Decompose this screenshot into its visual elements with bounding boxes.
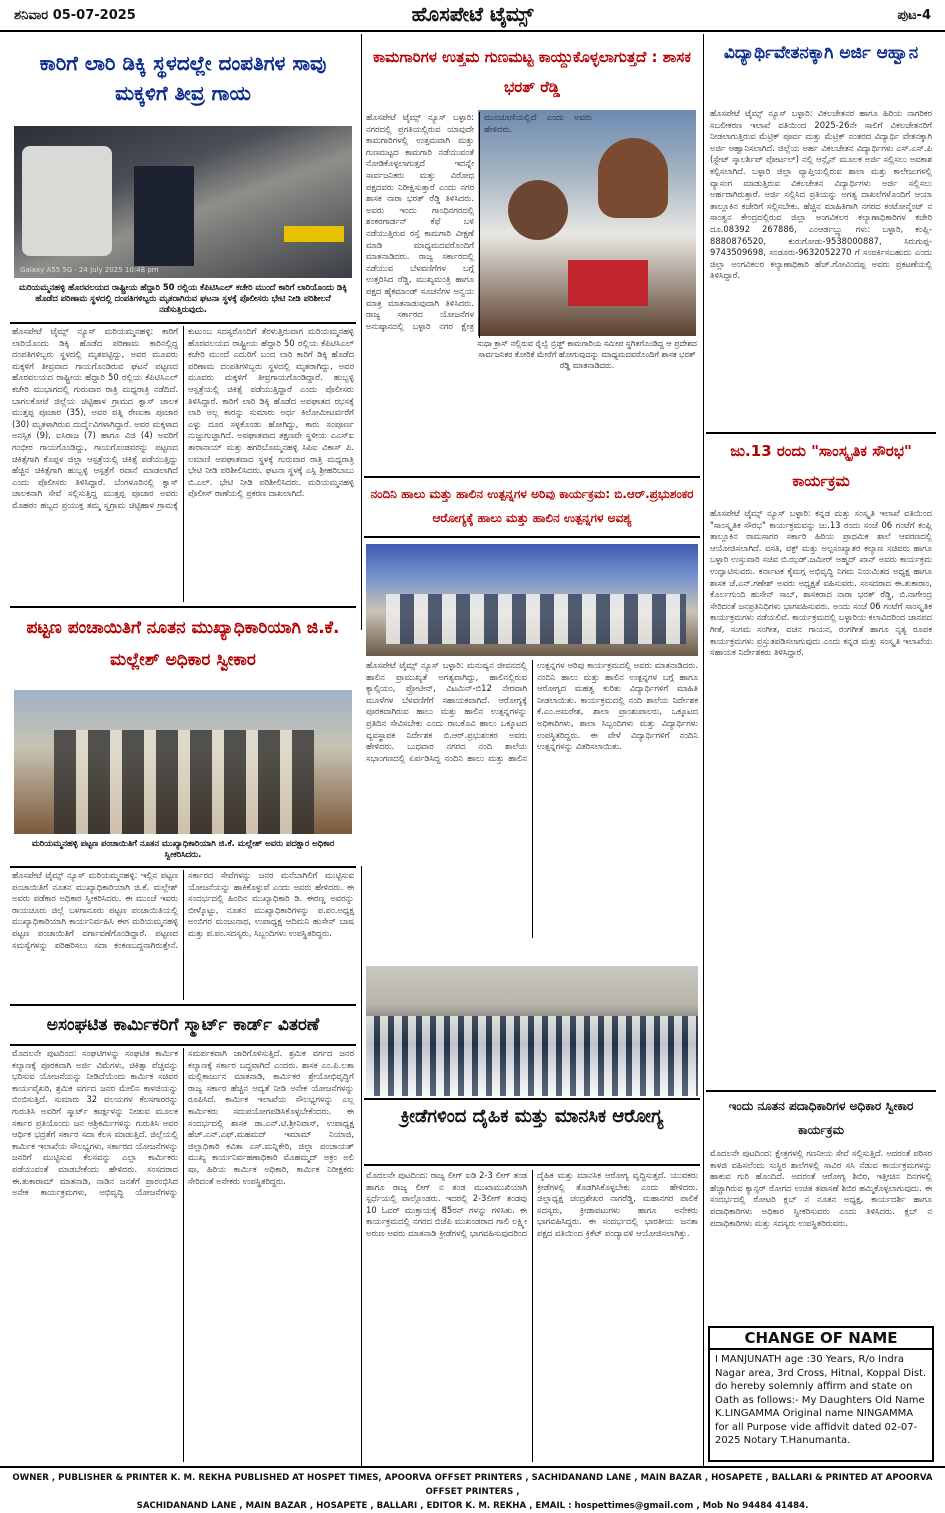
imprint-footer: [0, 1466, 945, 1511]
article-8-body: ಹೊಸಪೇಟೆ ಟೈಮ್ಸ್ ನ್ಯೂಸ್ ಬಳ್ಳಾರಿ: ಕನ್ನಡ ಮತ್ತು ಸಂಸ್ಕೃತಿ ಇಲಾಖೆ ವತಿಯಿಂದ "ಸಾಂಸ್ಕೃತಿಕ ಸೌರಭ" ಕಾರ್ಯಕ್ರಮವನ್ನು ಜು.13 ರಂದು ಸಂಜೆ 06 ಗಂಟೆಗೆ ಕಂಪ್ಲಿ ತಾಲ್ಲೂಕಿನ ರಾಮಸಾಗರ ಸರ್ಕಾರಿ ಹಿರಿಯ ಪ್ರಾಥಮಿಕ ಶಾಲೆ ಆವರಣದಲ್ಲಿ ಆಯೋಜಿಸಲಾಗಿದೆ. ವಸತಿ, ವಕ್ಫ್ ಮತ್ತು ಅಲ್ಪಸಂಖ್ಯಾತರ ಕಲ್ಯಾಣ ಸಚಿವರು ಹಾಗೂ ಬಳ್ಳಾರಿ ಉಸ್ತುವಾರಿ ಸಚಿವ ಬಿ.ಝಡ್.ಜಮೀರ್ ಅಹ್ಮದ್ ಖಾನ್ ಅವರು ಕಾರ್ಯಕ್ರಮ ಉದ್ಘಾಟಿಸುವರು. ಕರ್ನಾಟಕ ಕೈಮಗ್ಗ ಅಭಿವೃದ್ಧಿ ನಿಗಮ ನಿಯಮಿತದ ಅಧ್ಯಕ್ಷ ಹಾಗೂ ಶಾಸಕ ಜೆ.ಎನ್.ಗಣೇಶ್ ಅವರು ಅಧ್ಯಕ್ಷತೆ ವಹಿಸುವರು. ಸಂಸದರಾದ ಈ.ತುಕಾರಾಂ, ಕೊರ್ಲಗುಂದಿ ಹುಸೇನ್ ಸಾಬ್, ಶಾಸಕರಾದ ನಾರಾ ಭರತ್ ರೆಡ್ಡಿ, ಬಿ.ನಾಗೇಂದ್ರ ಸೇರಿದಂತೆ ಜನಪ್ರತಿನಿಧಿಗಳು ಭಾಗವಹಿಸುವರು. ಅಂದು ಸಂಜೆ 06 ಗಂಟೆಗೆ ಸಾಂಸ್ಕೃತಿಕ ಕಾರ್ಯಕ್ರಮಗಳು ನಡೆಯಲಿವೆ. ಕಾರ್ಯಕ್ರಮದಲ್ಲಿ ಬಳ್ಳಾರಿಯ ಕಲಾವಿದರಿಂದ ಜಾನಪದ ಗೀತೆ, ಸುಗಮ ಸಂಗೀತ, ವಚನ ಗಾಯನ, ರಂಗಗೀತೆ ಹಾಗೂ ನೃತ್ಯ ರೂಪಕ ಕಾರ್ಯಕ್ರಮಗಳು ಪ್ರಸ್ತುತಪಡಿಸಲಾಗುವುದು ಎಂದು ಕನ್ನಡ ಮತ್ತು ಸಂಸ್ಕೃತಿ ಇಲಾಖೆಯ ಸಹಾಯಕ ನಿರ್ದೇಶಕರು ತಿಳಿಸಿದ್ದಾರೆ.: [710, 508, 932, 658]
article-4-headline: ಕಾಮಗಾರಿಗಳ ಉತ್ತಮ ಗುಣಮಟ್ಟ ಕಾಯ್ದುಕೊಳ್ಳಲಾಗುತ್ತದೆ : ಶಾಸಕ ಭರತ್ ರೆಡ್ಡಿ: [373, 48, 691, 96]
article-9-body: ಮೊದಲನೇ ಪುಟದಿಂದ: ಕ್ಷೇತ್ರಗಳಲ್ಲಿ ಗಣನೀಯ ಸೇವೆ ಸಲ್ಲಿಸುತ್ತಿದೆ. ಅದರಂತೆ ಪರಿಸರ ಕಾಳಜಿ ವಹಿಸಲೆಂದು ಸುಸ್ಥಿರ ಶಾಲೆಗಳಲ್ಲಿ ಸಾವಿರ ಸಸಿ ನೆಡುವ ಕಾರ್ಯಕ್ರಮಗಳನ್ನು ಹಾಕುವ ಗುರಿ ಹೊಂದಿದೆ. ಅದರಂತೆ ಆರೋಗ್ಯ ಶಿಬಿರ, ಇತ್ತೀಚಿನ ದಿನಗಳಲ್ಲಿ ಹೆಚ್ಚಾಗಿರುವ ಕ್ಯಾನ್ಸರ್ ರೋಗದ ಉಚಿತ ತಪಾಸಣೆ ಶಿಬಿರ ಹಮ್ಮಿಕೊಳ್ಳಲಾಗುವುದು. ಈ ಸಂದರ್ಭದಲ್ಲಿ ರೋಟರಿ ಕ್ಲಬ್ ನ ನೂತನ ಅಧ್ಯಕ್ಷ, ಕಾರ್ಯದರ್ಶಿ ಹಾಗೂ ಪದಾಧಿಕಾರಿಗಳು ಅಧಿಕಾರ ಸ್ವೀಕರಿಸುವರು ಎಂದು ತಿಳಿಸಿದರು. ಕ್ಲಬ್ ನ ಪದಾಧಿಕಾರಿಗಳು ಮತ್ತು ಸದಸ್ಯರು ಉಪಸ್ಥಿತರಿರುವರು.: [710, 1148, 932, 1228]
face-shape: [598, 138, 668, 218]
divider: [10, 606, 356, 608]
article-5-headline-box: [364, 480, 700, 538]
divider: [364, 476, 700, 478]
van-shape: [22, 146, 112, 256]
article-4-body: ಹೊಸಪೇಟೆ ಟೈಮ್ಸ್ ನ್ಯೂಸ್ ಬಳ್ಳಾರಿ: ನಗರದಲ್ಲಿ ಪ್ರಗತಿಯಲ್ಲಿರುವ ಯಾವುದೇ ಕಾಮಗಾರಿಗಳಲ್ಲಿ ಉತ್ತಮವಾಗಿ ಮತ್ತು ಗುಣಮಟ್ಟದ ಕಾಮಗಾರಿ ನಡೆಯುವಂತೆ ನೋಡಿಕೊಳ್ಳಲಾಗುತ್ತದೆ ಇದನ್ನೇ ಸಾರ್ವಜನಿಕರು ಮತ್ತು ವಿರೋಧ ಪಕ್ಷದವರು ನಿರೀಕ್ಷಿಸುತ್ತಾರೆ ಎಂದು ನಗರ ಶಾಸಕ ನಾರಾ ಭರತ್ ರೆಡ್ಡಿ ತಿಳಿಸಿದರು. ಅವರು ಇಂದು ಗಾಂಧಿನಗರದಲ್ಲಿ ಶಂಕರಗಾರ್ಡನ್ ಕೆಫೆ ಬಳಿ ನಡೆಯುತ್ತಿರುವ ರಸ್ತೆ ಕಾಮಗಾರಿ ವೀಕ್ಷಣೆ ಮಾಡಿ ಮಾಧ್ಯಮದವರೊಂದಿಗೆ ಮಾತನಾಡಿದರು. ರಾಜ್ಯ ಸರ್ಕಾರದಲ್ಲಿ ನಡೆಯುವ ಬೆಳವಣಿಗೆಗಳ ಬಗ್ಗೆ ಉತ್ತರಿಸಿದ ರೆಡ್ಡಿ, ಮುಖ್ಯಮಂತ್ರಿ ಹಾಗೂ ಪಕ್ಷದ ಹೈಕಮಾಂಡ್ ಸೂಚನೆಗಳ ಅನ್ವಯ ಮಾತ್ರ ಮಾತನಾಡುವುದಾಗಿ ತಿಳಿಸಿದರು. ರಾಜ್ಯ ಸರ್ಕಾರದ ಯೋಜನೆಗಳ ಅನುಷ್ಠಾನದಲ್ಲಿ ಬಳ್ಳಾರಿ ನಗರ ಕ್ಷೇತ್ರ: [366, 112, 474, 331]
accident-scene-photo: [14, 126, 352, 278]
article-6-headline-box: [364, 1102, 700, 1166]
officials-group-photo: [14, 690, 352, 834]
article-2-body: ಹೊಸಪೇಟೆ ಟೈಮ್ಸ್ ನ್ಯೂಸ್ ಮರಿಯಮ್ಮನಹಳ್ಳಿ: ಇಲ್ಲಿನ ಪಟ್ಟಣ ಪಂಚಾಯಿತಿಗೆ ನೂತನ ಮುಖ್ಯಾಧಿಕಾರಿಯಾಗಿ ಜಿ.ಕೆ. ಮಲ್ಲೇಶ್ ಅವರು ಪಡೆಕಾರ ಅಧಿಕಾರ ಸ್ವೀಕರಿಸಿದರು. ಈ ಮುಂಚೆ ಇವರು ರಾಯಚೂರು ಜಿಲ್ಲೆ ಬಳಗಾನೂರು ಪಟ್ಟಣ ಪಂಚಾಯಿತಿಯಲ್ಲಿ ಮುಖ್ಯಾಧಿಕಾರಿಯಾಗಿ ಕಾರ್ಯನಿರ್ವಹಿಸಿ ಈಗ ಮರಿಯಮ್ಮನಹಳ್ಳಿ ಪಟ್ಟಣ ಪಂಚಾಯಿತಿಗೆ ವರ್ಗಾವಣೆಗೊಂಡಿದ್ದಾರೆ. ಪಟ್ಟಣದ ಸಮಸ್ಯೆಗಳನ್ನು ಪರಿಹರಿಸಲು ಸದಾ ಕಂಕಣಬದ್ದನಾಗಿರುತ್ತೇನೆ. ಸರ್ಕಾರದ ಸೇವೆಗಳನ್ನು ಜನರ ಮನೆಬಾಗಿಲಿಗೆ ಮುಟ್ಟಿಸುವ ಯೋಜನೆಯನ್ನು ಹಾಕಿಕೊಳ್ಳುವೆ ಎಂದು ಅವರು ಹೇಳಿದರು. ಈ ಸಂದರ್ಭದಲ್ಲಿ ಹಿಂದಿನ ಮುಖ್ಯಾಧಿಕಾರಿ ಡಿ. ಈರಣ್ಣ ಅವರನ್ನು ಬೀಳ್ಕೊಟ್ಟು, ನೂತನ ಮುಖ್ಯಾಧಿಕಾರಿಗಳನ್ನು ಪ.ಪಂ.ಅಧ್ಯಕ್ಷ ಅಂಬಿಗರ ಮಂಜುನಾಥ, ಉಪಾಧ್ಯಕ್ಷ ಆದಿಮನಿ ಹುಸೇನ್ ಬಾಷ ಮತ್ತು ಪ.ಪಂ.ಸದಸ್ಯರು, ಸಿಬ್ಬಂದಿಗಳು ಉಪಸ್ಥಿತರಿದ್ದರು.: [12, 870, 354, 950]
photo-timestamp: Galaxy A55 5G · 24 July 2025 10:48 pm: [20, 266, 159, 274]
article-5-headline: ನಂದಿನಿ ಹಾಲು ಮತ್ತು ಹಾಲಿನ ಉತ್ಪನ್ನಗಳ ಅರಿವು ಕಾರ್ಯಕ್ರಮ: ಬಿ.ಆರ್.ಪ್ರಭುಶಂಕರ ಆರೋಗ್ಯಕ್ಕೆ ಹಾಲು ಮತ್ತು ಹಾಲಿನ ಉತ್ಪನ್ನಗಳ ಅವಶ್ಯ: [370, 487, 694, 525]
divider: [10, 322, 356, 324]
change-of-name-notice: [708, 1326, 934, 1462]
divider: [10, 1044, 356, 1046]
article-3-headline-box: [10, 1008, 356, 1044]
article-5-body: ಹೊಸಪೇಟೆ ಟೈಮ್ಸ್ ನ್ಯೂಸ್ ಬಳ್ಳಾರಿ: ಮನುಷ್ಯನ ಜೀವನದಲ್ಲಿ ಹಾಲಿನ ಪ್ರಾಮುಖ್ಯತೆ ಅಗತ್ಯವಾಗಿದ್ದು, ಹಾಲಿನಲ್ಲಿರುವ ಕ್ಯಾಲ್ಸಿಯಂ, ಪ್ರೋಟೀನ್, ವಿಟಮಿನ್-ಬಿ12 ನೇರವಾಗಿ ಮೂಳೆಗಳ ಬೆಳವಣಿಗೆಗೆ ಸಹಾಯಕವಾಗಿದೆ. ಆರೋಗ್ಯಕ್ಕೆ ಪೂರಕವಾಗಿರುವ ಹಾಲು ಮತ್ತು ಹಾಲಿನ ಉತ್ಪನ್ನಗಳನ್ನು ಪ್ರತಿದಿನ ಸೇವಿಸಬೇಕು ಎಂದು ರಾಬಕೊವಿ ಹಾಲು ಒಕ್ಕೂಟದ ವ್ಯವಸ್ಥಾಪಕ ನಿರ್ದೇಶಕ ಬಿ.ಆರ್.ಪ್ರಭುಶಂಕರ ಅವರು ಹೇಳಿದರು. ಬುಧವಾರ ನಗರದ ನಂದಿ ಶಾಲೆಯ ಸಭಾಂಗಣದಲ್ಲಿ ಏರ್ಪಡಿಸಿದ್ದ ನಂದಿನಿ ಹಾಲು ಮತ್ತು ಹಾಲಿನ ಉತ್ಪನ್ನಗಳ ಅರಿವು ಕಾರ್ಯಕ್ರಮದಲ್ಲಿ ಅವರು ಮಾತನಾಡಿದರು. ನಂದಿನಿ ಹಾಲು ಮತ್ತು ಹಾಲಿನ ಉತ್ಪನ್ನಗಳ ಬಗ್ಗೆ ಹಾಗೂ ಆರೋಗ್ಯದ ಮಹತ್ವ ಕುರಿತು ವಿದ್ಯಾರ್ಥಿಗಳಿಗೆ ಮಾಹಿತಿ ನೀಡಲಾಯಿತು. ಕಾರ್ಯಕ್ರಮದಲ್ಲಿ ನಂದಿ ಶಾಲೆಯ ನಿರ್ದೇಶಕ ಕೆ.ಎಂ.ಅಮರೇಶ, ಶಾಲಾ ಪ್ರಾಂಶುಪಾಲರು, ಒಕ್ಕೂಟದ ಅಧಿಕಾರಿಗಳು, ಶಾಲಾ ಸಿಬ್ಬಂದಿಗಳು ಮತ್ತು ವಿದ್ಯಾರ್ಥಿಗಳು ಉಪಸ್ಥಿತರಿದ್ದರು. ಈ ವೇಳೆ ವಿದ್ಯಾರ್ಥಿಗಳಿಗೆ ನಂದಿನಿ ಉತ್ಪನ್ನಗಳನ್ನು ವಿತರಿಸಲಾಯಿತು.: [366, 660, 698, 763]
microphones-shape: [568, 260, 648, 306]
notice-body: I MANJUNATH age :30 Years, R/o Indra Nagar area, 3rd Cross, Hitnal, Koppal Dist. do hereby solemnly affirm and state on Oath as follows:- My Daughters Old Name K.LINGAMMA Original name NINGAMMA for all Purpose vide affidvit dated 02-07-2025 Notary T.Hanumanta.: [715, 1354, 927, 1446]
newspaper-title: ಹೊಸಪೇಟೆ ಟೈಮ್ಸ್: [411, 2, 534, 26]
article-4-headline-box: [366, 38, 698, 108]
divider: [10, 866, 356, 868]
article-1-headline-box: [10, 38, 356, 122]
article-8-headline: ಜು.13 ರಂದು "ಸಾಂಸ್ಕೃತಿಕ ಸೌರಭ" ಕಾರ್ಯಕ್ರಮ: [730, 442, 912, 490]
article-7-body: ಹೊಸಪೇಟೆ ಟೈಮ್ಸ್ ನ್ಯೂಸ್ ಬಳ್ಳಾರಿ: ವಿಕಲಚೇತನರ ಹಾಗೂ ಹಿರಿಯ ನಾಗರಿಕರ ಸಬಲೀಕರಣ ಇಲಾಖೆ ವತಿಯಿಂದ 2025-26ನೇ ಸಾಲಿಗೆ ವಿಕಲಚೇತನರಿಗೆ ನೀಡಲಾಗುತ್ತಿರುವ ಮೆಟ್ರಿಕ್ ಪೂರ್ವ ಮತ್ತು ಮೆಟ್ರಿಕ್ ನಂತರದ ವಿದ್ಯಾರ್ಥಿ ವೇತನಕ್ಕಾಗಿ ಅರ್ಜಿ ಆಹ್ವಾನಿಸಲಾಗಿದೆ. ಜಿಲ್ಲೆಯ ಅರ್ಹ ವಿಕಲಚೇತನ ವಿದ್ಯಾರ್ಥಿಗಳು ಎಸ್.ಎಸ್.ಪಿ (ಸ್ಟೇಟ್ ಸ್ಕಾಲರ್ಶಿಪ್ ಪೋರ್ಟಲ್) ನಲ್ಲಿ ಆನ್ಲೈನ್ ಮೂಲಕ ಅರ್ಜಿ ಸಲ್ಲಿಸಲು ಅವಕಾಶ ಕಲ್ಪಿಸಲಾಗಿದೆ. ಬಳ್ಳಾರಿ ಜಿಲ್ಲಾ ವ್ಯಾಪ್ತಿಯಲ್ಲಿರುವ ಶಾಲಾ ಮತ್ತು ಕಾಲೇಜುಗಳಲ್ಲಿ ವ್ಯಾಸಂಗ ಮಾಡುತ್ತಿರುವ ವಿಕಲಚೇತನ ವಿದ್ಯಾರ್ಥಿಗಳು ಅರ್ಜಿ ಸಲ್ಲಿಸಲು ಅರ್ಹರಾಗಿರುತ್ತಾರೆ. ಅರ್ಜಿ ಸಲ್ಲಿಸಿದ ಪ್ರತಿಯನ್ನು ಅಗತ್ಯ ದಾಖಲೆಗಳೊಂದಿಗೆ ಆಯಾ ತಾಲ್ಲೂಕಿನ ಕಚೇರಿಗೆ ಸಲ್ಲಿಸಬೇಕು. ಹೆಚ್ಚಿನ ಮಾಹಿತಿಗಾಗಿ ನಗರದ ಕಂಟೋನ್ಮೆಂಟ್ ನ ಸಾಂತ್ವನ ಕೇಂದ್ರದಲ್ಲಿರುವ ಜಿಲ್ಲಾ ಅಂಗವಿಕಲರ ಕಲ್ಯಾಣಾಧಿಕಾರಿಗಳ ಕಚೇರಿ ದೂ.08392 267886, ಎಂಆರ್ಡಬ್ಲ್ಯು ಗಳು: ಬಳ್ಳಾರಿ, ಕಂಪ್ಲಿ- 8880876520, ಕುರುಗೋಡು-9538000887, ಸಿರುಗುಪ್ಪ- 9743509698, ಸಂಡೂರು-9632052270 ಗೆ ಸಂಪರ್ಕಿಸಬಹುದು ಎಂದು ಜಿಲ್ಲಾ ಅಂಗವಿಕಲರ ಕಲ್ಯಾಣಾಧಿಕಾರಿ ಹೆಚ್.ಗೋವಿಂದಪ್ಪ ಅವರು ಪ್ರಕಟಣೆಯಲ್ಲಿ ತಿಳಿಸಿದ್ದಾರೆ.: [710, 108, 932, 281]
article-6-body: ಮೊದಲನೇ ಪುಟದಿಂದ: ರಾಜ್ಯ ಲೀಗ್ ಐಡಿ 2-3 ಲೀಗ್ ತಂಡ ಹಾಗೂ ರಾಜ್ಯ ಲೀಗ್ ನ ತಂಡ ಮುಖಾಮುಖಿಯಾಗಿ ಸ್ಪರ್ಧೆಯಲ್ಲಿ ಪಾಲ್ಗೊಂಡರು. ಇದರಲ್ಲಿ 2-3ಲೀಗ್ ತಂಡವು 10 ಓವರ್ ಮುಕ್ತಾಯಕ್ಕೆ 85ರನ್ ಗಳನ್ನು ಗಳಿಸಿತು. ಈ ಕಾರ್ಯಕ್ರಮದಲ್ಲಿ ನಗರದ ಬಿಜೆಪಿ ಮುಖಂಡರಾದ ಗಾಲಿ ಲಕ್ಷ್ಮೀ ಅರುಣ ಅವರು ಮಾತನಾಡಿ ಕ್ರೀಡೆಗಳಲ್ಲಿ ಭಾಗವಹಿಸುವುದರಿಂದ ದೈಹಿಕ ಮತ್ತು ಮಾನಸಿಕ ಆರೋಗ್ಯ ವೃದ್ಧಿಸುತ್ತದೆ. ಯುವಕರು ಕ್ರೀಡೆಗಳಲ್ಲಿ ತೊಡಗಿಸಿಕೊಳ್ಳಬೇಕು ಎಂದು ಹೇಳಿದರು. ಜಿಲ್ಲಾಧ್ಯಕ್ಷ ಚಂದ್ರಶೇಖರ ನಾಗರೆಡ್ಡಿ, ಮಹಾನಗರ ಪಾಲಿಕೆ ಸದಸ್ಯರು, ಕ್ರೀಡಾಪಟುಗಳು ಹಾಗೂ ಅನೇಕರು ಭಾಗವಹಿಸಿದ್ದರು. ಈ ಸಂದರ್ಭದಲ್ಲಿ ಭಾರತೀಯ ಜನತಾ ಪಕ್ಷದ ವತಿಯಿಂದ ಕ್ರಿಕೆಟ್ ಪಂದ್ಯಾವಳಿ ಆಯೋಜಿಸಲಾಗಿತ್ತು.: [366, 1170, 698, 1238]
milk-awareness-event-photo: [366, 544, 698, 656]
masthead: [0, 0, 945, 32]
mla-media-photo: [478, 110, 696, 336]
article-3-headline: ಅಸಂಘಟಿತ ಕಾರ್ಮಿಕರಿಗೆ ಸ್ಮಾರ್ಟ್ ಕಾರ್ಡ್ ವಿತರಣೆ: [46, 1015, 320, 1035]
people-row-shape: [54, 730, 314, 834]
face-shape: [508, 180, 568, 240]
article-7-headline: ವಿದ್ಯಾರ್ಥಿವೇತನಕ್ಕಾಗಿ ಅರ್ಜಿ ಆಹ್ವಾನ: [723, 43, 919, 63]
number-plate-shape: [284, 226, 344, 242]
article-4-caption: ಸುಧಾ ಕ್ರಾಸ್ ನಲ್ಲಿರುವ ರೈಲ್ವೆ ಬ್ರಿಡ್ಜ್ ಕಾಮಗಾರಿಯ ಸಮೀಪ ಸ್ಥಗಿತಗೊಂಡಿದ್ದ ಆ ಪ್ರದೇಶದ ಸಾರ್ವಜನಿಕರ ಕೋರಿಕೆ ಮೇರೆಗೆ ಹೋಗುವುದನ್ನು ಮಾಧ್ಯಮದವರೊಂದಿಗೆ ಶಾಸಕ ಭರತ್ ರೆಡ್ಡಿ ಮಾತನಾಡಿದರು.: [477, 339, 697, 370]
dignitaries-row-shape: [386, 594, 686, 644]
article-8-headline-box: [708, 436, 934, 504]
students-rows-shape: [366, 1016, 698, 1096]
police-figures-shape: [134, 166, 194, 266]
article-7-headline-box: [708, 38, 934, 106]
divider: [706, 1090, 936, 1092]
article-3-body: ಮೊದಲನೇ ಪುಟದಿಂದ: ಸಂಘಟಿಗಳನ್ನು ಸಂಘಟಿತ ಕಾರ್ಮಿಕ ಕಲ್ಯಾಣಕ್ಕೆ ಪೂರಕವಾಗಿ ಅರ್ಜಿ ವಿಮೆಗಳು, ಚಿಕಿತ್ಸಾ ವೆಚ್ಚವನ್ನು ಭರಿಸುವ ಯೋಜನೆಯನ್ನು ನೀಡಿದೆಯೆಂದು ಕಾರ್ಮಿಕ ಸಚಿವರ ಕಾರ್ಯವೈಖರಿ, ಶ್ರಮಿಕ ವರ್ಗದ ಜನರ ಮೇಲಿನ ಕಾಳಜಿಯನ್ನು ಬಿಂಬಿಸುತ್ತಿದೆ. ಸುಮಾರು 32 ವಲಯಗಳ ಕೆಲಸಗಾರರನ್ನು ಗುರುತಿಸಿ ಅವರಿಗೆ ಸ್ಮಾರ್ಟ್ ಕಾರ್ಡ್ಗಳನ್ನು ನೀಡುವ ಮೂಲಕ ಸರ್ಕಾರ ಪ್ರತಿಯೊಂದು ಜನ ಆಶ್ರಿಕರ್ಮಿಗಳನ್ನು ಗುರುತಿಸಿ ಅವರ ಆರ್ಥಿಕ ಭದ್ರತೆಗೆ ಸರ್ಕಾರ ಸದಾ ಕೆಲಸ ಮಾಡುತ್ತಿದೆ. ಜಿಲ್ಲೆಯಲ್ಲಿ ಕಾರ್ಮಿಕ ಇಲಾಖೆಯ ಸೌಲಭ್ಯಗಳು, ಸರ್ಕಾರದ ಯೋಜನೆಗಳನ್ನು ಜನರಿಗೆ ಮುಟ್ಟಿಸುವ ಕೆಲಸವನ್ನು ಎಲ್ಲಾ ಕಾರ್ಮಿಕರು ಪಡೆಯುವಂತೆ ಮಾಡಬೇಕೆಂದು ಹೇಳಿದರು. ಸಂಸದರಾದ ಈ.ತುಕಾರಾಮ್ ಮಾತನಾಡಿ, ನಾಡಿನ ಜನತೆಗೆ ಪ್ರಾರಂಭಿಸಿದ ಅನೇಕ ಕಾರ್ಯಕ್ರಮಗಳು, ಅಭಿವೃದ್ಧಿ ಯೋಜನೆಗಳನ್ನು ಸಮರ್ಪಕವಾಗಿ ಜಾರಿಗೊಳಿಸುತ್ತಿದೆ. ಶ್ರಮಿಕ ವರ್ಗದ ಜನರ ಕಲ್ಯಾಣಕ್ಕೆ ಸರ್ಕಾರ ಬದ್ಧವಾಗಿದೆ ಎಂದರು. ಶಾಸಕ ಎಂ.ಪಿ.ಲತಾ ಮಲ್ಲಿಕಾರ್ಜುನ ಮಾತನಾಡಿ, ಕಾರ್ಮಿಕರ ಶ್ರೇಯೋಭಿವೃದ್ಧಿಗೆ ರಾಜ್ಯ ಸರ್ಕಾರ ಹೆಚ್ಚಿನ ಆದ್ಯತೆ ನೀಡಿ ಅನೇಕ ಯೋಜನೆಗಳನ್ನು ರೂಪಿಸಿದೆ. ಕಾರ್ಮಿಕ ಇಲಾಖೆಯ ಸೌಲಭ್ಯಗಳನ್ನು ಎಲ್ಲ ಕಾರ್ಮಿಕರು ಸದುಪಯೋಗಪಡಿಸಿಕೊಳ್ಳಬೇಕೆಂದರು. ಈ ಸಂದರ್ಭದಲ್ಲಿ ಶಾಸಕ ಡಾ.ಎನ್.ಟಿ.ಶ್ರೀನಿವಾಸ್, ಉಪಾಧ್ಯಕ್ಷ ಹೆಚ್.ಎನ್.ಎಫ್.ಮಹಮದ್ ಇಮಾಮ್ ನಿಯಾಜಿ, ಜಿಲ್ಲಾಧಿಕಾರಿ ಕವಿತಾ ಎಸ್.ಮನ್ನಿಕೇರಿ, ಜಿಲ್ಲಾ ಪಂಚಾಯತ್ ಮುಖ್ಯ ಕಾರ್ಯನಿರ್ವಹಣಾಧಿಕಾರಿ ಮೊಹಮ್ಮದ್ ಅಕ್ರಂ ಅಲಿ ಷಾ, ಹಿರಿಯ ಕಾರ್ಮಿಕ ಅಧಿಕಾರಿ, ಕಾರ್ಮಿಕ ನಿರೀಕ್ಷಕರು ಸೇರಿದಂತೆ ಅನೇಕರು ಉಪಸ್ಥಿತರಿದ್ದರು.: [12, 1048, 354, 1198]
article-9-headline-box: [708, 1094, 934, 1144]
divider: [706, 432, 936, 434]
column-rule: [361, 866, 362, 1466]
page-number: ಪುಟ-4: [897, 8, 931, 23]
article-1-body: ಹೊಸಪೇಟೆ ಟೈಮ್ಸ್ ನ್ಯೂಸ್ ಮರಿಯಮ್ಮನಹಳ್ಳಿ: ಕಾರಿಗೆ ಲಾರಿಯೊಂದು ಡಿಕ್ಕಿ ಹೊಡೆದ ಪರಿಣಾಮ ಕಾರಿನಲ್ಲಿದ್ದ ದಂಪತಿಗಳಿಬ್ಬರು ಸ್ಥಳದಲ್ಲಿ ಮೃತಪಟ್ಟಿದ್ದು, ಅವರ ಮೂವರು ಮಕ್ಕಳಿಗೆ ತೀವ್ರವಾದ ಗಾಯಗೊಂಡಿರುವ ಘಟನೆ ಪಟ್ಟಣದ ಹೊರವಲಯದ ರಾಷ್ಟ್ರೀಯ ಹೆದ್ದಾರಿ 50 ರಲ್ಲಿಯ ಕೆಪಿಟಿಸಿಎಲ್ ಕಚೇರಿ ಮುಭಾಗದಲ್ಲಿ ಗುರುವಾರ ರಾತ್ರಿ ಮಧ್ಯರಾತ್ರಿ ನಡೆದಿದೆ. ಬಾಗಲಕೋಟೆ ಜಿಲ್ಲೆಯ ಚಿಟ್ಟಿಹಾಳ ಗ್ರಾಮದ ಕ್ವಾಸ್ ಚಾಲಕ ಮುತ್ತಪ್ಪ ಪೂಜಾರ (35), ಅವರ ಪತ್ನಿ ರೇಣುಕಾ ಪೂಜಾರ (30) ಮೃತಳಾಗಿರುವ ದುರ್ದೈವಿಗಳಾಗಿದ್ದಾರೆ. ಅವರ ಮಕ್ಕಳಾದ ಅನಸ್ಸಿಕ (9), ಐಸಿರಾಜ (7) ಹಾಗೂ ವಿಜಿ (4) ಅವರಿಗೆ ಗಂಭೀರ ಗಾಯಗೊಂಡಿದ್ದು, ಗಾಯಗೊಂಡವರನ್ನು ಪಟ್ಟಣದ ಚಿಕಿತ್ಸೆಗಾಗಿ ಕೊಪ್ಪಳ ಜಿಲ್ಲಾ ಆಸ್ಪತ್ರೆಯಲ್ಲಿ ಚಿಕಿತ್ಸೆ ಪಡೆಯುತ್ತಿದ್ದು ಹೆಚ್ಚಿನ ಚಿಕಿತ್ಸೆಗಾಗಿ ಹುಬ್ಬಳ್ಳಿ ಆಸ್ಪತ್ರೆಗೆ ರವಾನೆ ಮಾಡಲಾಗಿದೆ ಎಂದು ಪೊಲೀಸರು ತಿಳಿಸಿದ್ದಾರೆ. ಬೆಂಗಳೂರಿನಲ್ಲಿ ಕ್ವಾಸ್ ಚಾಲಕನಾಗಿ ಸೇವೆ ಸಲ್ಲಿಸುತ್ತಿದ್ದ ಮುತ್ತಪ್ಪ ಪೂಜಾರ ಅವರು ಮೊಹರಂ ಹಬ್ಬದ ಪ್ರಯುಕ್ತ ತಮ್ಮ ಸ್ವಗ್ರಾಮ ಚಿಟ್ಟಿಹಾಳ ಗ್ರಾಮಕ್ಕೆ ಕುಟುಂಬ ಸದಸ್ಯರೊಂದಿಗೆ ತೆರಳುತ್ತಿರುವಾಗ ಮರಿಯಮ್ಮನಹಳ್ಳಿ ಹೊರವಲಯದ ರಾಷ್ಟ್ರೀಯ ಹೆದ್ದಾರಿ 50 ರಲ್ಲಿಯ ಕೆಪಿಟಿಸಿಎಲ್ ಕಚೇರಿ ಮುಂದೆ ಎದುರಿಗೆ ಬಂದ ಲಾರಿ ಕಾರಿಗೆ ಡಿಕ್ಕಿ ಹೊಡೆದ ಪರಿಣಾಮ ದಂಪತಿಗಳಿಬ್ಬರು ಸ್ಥಳದಲ್ಲಿ ಮೃತರಾಗಿದ್ದು, ಅವರ ಮೂವರು ಮಕ್ಕಳಿಗೆ ತೀವ್ರಗಾಯಗೊಂಡಿದ್ದಾರೆ. ಹುಬ್ಬಳ್ಳಿ ಆಸ್ಪತ್ರೆಯಲ್ಲಿ ಚಿಕಿತ್ಸೆ ಪಡೆಯುತ್ತಿದ್ದಾರೆ ಎಂದು ಪೊಲೀಸರು ತಿಳಿಸಿದ್ದಾರೆ. ಕಾರಿಗೆ ಲಾರಿ ಡಿಕ್ಕಿ ಹೊಡೆದ ಅಪಘಾತದ ರಭಸಕ್ಕೆ ಲಾರಿ ಅಲ್ಲ ಕಾರನ್ನು ಸುಮಾರು ಅರ್ಧ ಕಿಲೋಮೀಟರ್ವರೆಗೆ ಎಳ್ಳು ದೂರ ಸಳ್ಳಕೊಂಡು ಹೋಗಿದ್ದು, ಕಾರು ಸಂಪೂರ್ಣ ನುಜ್ಜುಗುಜ್ಜಾಗಿದೆ. ಅಪಘಾತವಾದ ತಕ್ಷಣವೇ ಸ್ಥಳೀಯ ಎಎಸ್ಐ ತಾರಾನಾಯ್ ಮತ್ತು ಹಗರಿಬೊಮ್ಮನಹಳ್ಳಿ ಸಿಪಿಐ ವಿಕಾಸ್ ಪಿ. ಲಮಾಣಿ ಅಪಘಾತವಾದ ಸ್ಥಳಕ್ಕೆ ಗುರುವಾರ ರಾತ್ರಿ ಮಧ್ಯರಾತ್ರಿ ಭೇಟಿ ನೀಡಿ ಪರಿಶೀಲಿಸಿದರು. ಘಟನಾ ಸ್ಥಳಕ್ಕೆ ಎಸ್ಪಿ ಶ್ರೀಹರಿಬಾಬು ಬಿ.ಎಲ್. ಭೇಟಿ ನೀಡಿ ಪರಿಶೀಲಿಸಿದರು. ಮರಿಯಮ್ಮನಹಳ್ಳಿ ಪೊಲೀಸ್ ಠಾಣೆಯಲ್ಲಿ ಪ್ರಕರಣ ದಾಖಲಾಗಿದೆ.: [12, 326, 354, 510]
article-2-headline-box: [10, 612, 356, 684]
divider: [364, 1098, 700, 1100]
notice-title: CHANGE OF NAME: [710, 1328, 932, 1350]
students-gathering-photo: [366, 966, 698, 1096]
article-1-headline: ಕಾರಿಗೆ ಲಾರಿ ಡಿಕ್ಕಿ ಸ್ಥಳದಲ್ಲೇ ದಂಪತಿಗಳ ಸಾವು ಮಕ್ಕಳಿಗೆ ತೀವ್ರ ಗಾಯ: [39, 51, 327, 105]
column-rule: [361, 34, 362, 630]
imprint-line-2: SACHIDANAND LANE , MAIN BAZAR , HOSAPETE , BALLARI , EDITOR K. M. REKHA , EMAIL : hospettimes@gmail.com , Mob No 94484 41484.: [136, 1501, 809, 1511]
article-9-headline: ಇಂದು ನೂತನ ಪದಾಧಿಕಾರಿಗಳ ಅಧಿಕಾರ ಸ್ವೀಕಾರ ಕಾರ್ಯಕ್ರಮ: [728, 1099, 914, 1137]
issue-date: ಶನಿವಾರ 05-07-2025: [14, 8, 136, 23]
article-2-headline: ಪಟ್ಟಣ ಪಂಚಾಯಿತಿಗೆ ನೂತನ ಮುಖ್ಯಾಧಿಕಾರಿಯಾಗಿ ಜಿ.ಕೆ. ಮಲ್ಲೇಶ್ ಅಧಿಕಾರ ಸ್ವೀಕಾರ: [26, 618, 340, 670]
article-2-caption: ಮರಿಯಮ್ಮನಹಳ್ಳಿ ಪಟ್ಟಣ ಪಂಚಾಯಿತಿಗೆ ನೂತನ ಮುಖ್ಯಾಧಿಕಾರಿಯಾಗಿ ಜಿ.ಕೆ. ಮಲ್ಲೇಶ್ ಅವರು ಪದಕ್ಷಾರ ಅಧಿಕಾರ ಸ್ವೀಕರಿಸಿದರು.: [31, 838, 335, 859]
article-1-caption: ಮರಿಯಮ್ಮನಹಳ್ಳಿ ಹೊರವಲಯದ ರಾಷ್ಟ್ರೀಯ ಹೆದ್ದಾರಿ 50 ರಲ್ಲಿಯ ಕೆಪಿಟಿಸಿಎಲ್ ಕಚೇರಿ ಮುಂದೆ ಕಾರಿಗೆ ಲಾರಿಯೊಂದು ಡಿಕ್ಕಿ ಹೊಡೆದ ಪರಿಣಾಮ ಸ್ಥಳದಲ್ಲಿ ದಂಪತಿಗಳಿಬ್ಬರು ಮೃತರಾಗಿರುವ ಘಟನಾ ಸ್ಥಳಕ್ಕೆ ಪೊಲೀಸರು ಭೇಟಿ ನೀಡಿ ಪರಿಶೀಲನೆ ನಡೆಸುತ್ತಿರುವುದು.: [19, 282, 347, 314]
article-6-headline: ಕ್ರೀಡೆಗಳಿಂದ ದೈಹಿಕ ಮತ್ತು ಮಾನಸಿಕ ಆರೋಗ್ಯ: [400, 1106, 664, 1127]
imprint-line-1: OWNER , PUBLISHER & PRINTER K. M. REKHA PUBLISHED AT HOSPET TIMES, APOORVA OFFSET PRINTERS , SACHIDANAND LANE , MAIN BAZAR , HOSAPETE , BALLARI & PRINTED AT APOORVA OFFSET PRINTERS ,: [12, 1473, 933, 1497]
column-rule: [703, 34, 704, 1466]
divider: [10, 1004, 356, 1006]
